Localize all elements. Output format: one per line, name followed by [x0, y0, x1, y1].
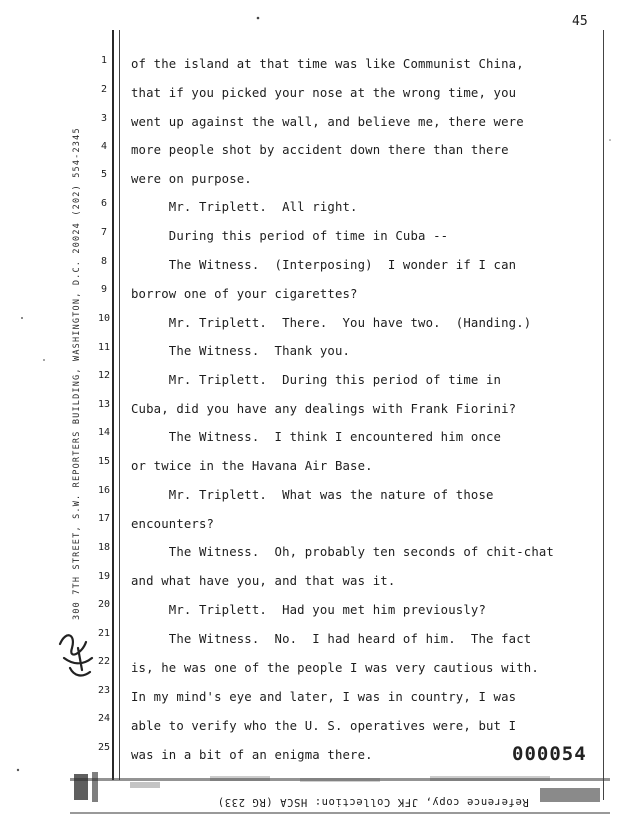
- line-number: 6: [100, 198, 108, 209]
- line-number: 14: [98, 427, 111, 438]
- transcript-line: or twice in the Havana Air Base.: [131, 459, 373, 473]
- line-number: 18: [98, 542, 111, 553]
- transcript-line: and what have you, and that was it.: [131, 574, 396, 588]
- transcript-line: Mr. Triplett. Had you met him previously?: [131, 603, 487, 617]
- transcript-line: During this period of time in Cuba --: [131, 229, 449, 243]
- transcript-line: The Witness. No. I had heard of him. The fact: [131, 632, 532, 646]
- line-number: 2: [100, 84, 108, 95]
- transcript-line: Mr. Triplett. What was the nature of those: [131, 488, 494, 502]
- line-number: 19: [98, 571, 111, 582]
- line-number: 13: [98, 399, 111, 410]
- archive-reference-stamp: Reference copy, JFK Collection: HSCA (RG 233): [217, 796, 529, 808]
- transcript-line: The Witness. Thank you.: [131, 344, 351, 358]
- line-number: 7: [100, 227, 108, 238]
- transcript-line: In my mind's eye and later, I was in country, I was: [131, 690, 517, 704]
- transcript-line: was in a bit of an enigma there.: [131, 748, 373, 762]
- left-margin-rule-inner: [119, 30, 120, 780]
- line-number: 22: [98, 656, 111, 667]
- line-number: 11: [98, 342, 111, 353]
- transcript-line: Cuba, did you have any dealings with Frank Fiorini?: [131, 402, 517, 416]
- transcript-line: The Witness. (Interposing) I wonder if I can: [131, 258, 517, 272]
- transcript-line: went up against the wall, and believe me, there were: [131, 115, 524, 129]
- line-number: 15: [98, 456, 111, 467]
- line-number: 24: [98, 713, 111, 724]
- line-number: 9: [100, 284, 108, 295]
- transcript-line: borrow one of your cigarettes?: [131, 287, 358, 301]
- line-number: 8: [100, 256, 108, 267]
- reporter-address-stamp: 300 7TH STREET, S.W. REPORTERS BUILDING, WASHINGTON, D.C. 20024 (202) 554-2345: [72, 127, 82, 620]
- handwritten-signature-mark: [52, 624, 102, 684]
- transcript-line: Mr. Triplett. During this period of time in: [131, 373, 502, 387]
- transcript-line: is, he was one of the people I was very cautious with.: [131, 661, 539, 675]
- line-number: 17: [98, 513, 111, 524]
- transcript-line: Mr. Triplett. All right.: [131, 200, 358, 214]
- line-number: 3: [100, 113, 108, 124]
- line-number: 20: [98, 599, 111, 610]
- line-number: 12: [98, 370, 111, 381]
- transcript-line: able to verify who the U. S. operatives were, but I: [131, 719, 517, 733]
- line-number: 21: [98, 628, 111, 639]
- transcript-line: of the island at that time was like Communist China,: [131, 57, 524, 71]
- right-margin-rule: [603, 30, 604, 800]
- line-number: 4: [100, 141, 108, 152]
- transcript-line: were on purpose.: [131, 172, 252, 186]
- page-number: 45: [572, 14, 588, 29]
- document-id-stamp: 000054: [512, 743, 587, 765]
- line-number: 25: [98, 742, 111, 753]
- transcript-line: The Witness. I think I encountered him once: [131, 430, 502, 444]
- line-number: 23: [98, 685, 111, 696]
- line-number: 1: [100, 55, 108, 66]
- transcript-line: that if you picked your nose at the wrong time, you: [131, 86, 517, 100]
- transcript-line: encounters?: [131, 517, 215, 531]
- line-number: 16: [98, 485, 111, 496]
- transcript-line: Mr. Triplett. There. You have two. (Handing.): [131, 316, 532, 330]
- transcript-line: The Witness. Oh, probably ten seconds of chit-chat: [131, 545, 554, 559]
- line-number: 10: [98, 313, 111, 324]
- line-number: 5: [100, 169, 108, 180]
- transcript-line: more people shot by accident down there than there: [131, 143, 509, 157]
- left-margin-rule: [112, 30, 114, 780]
